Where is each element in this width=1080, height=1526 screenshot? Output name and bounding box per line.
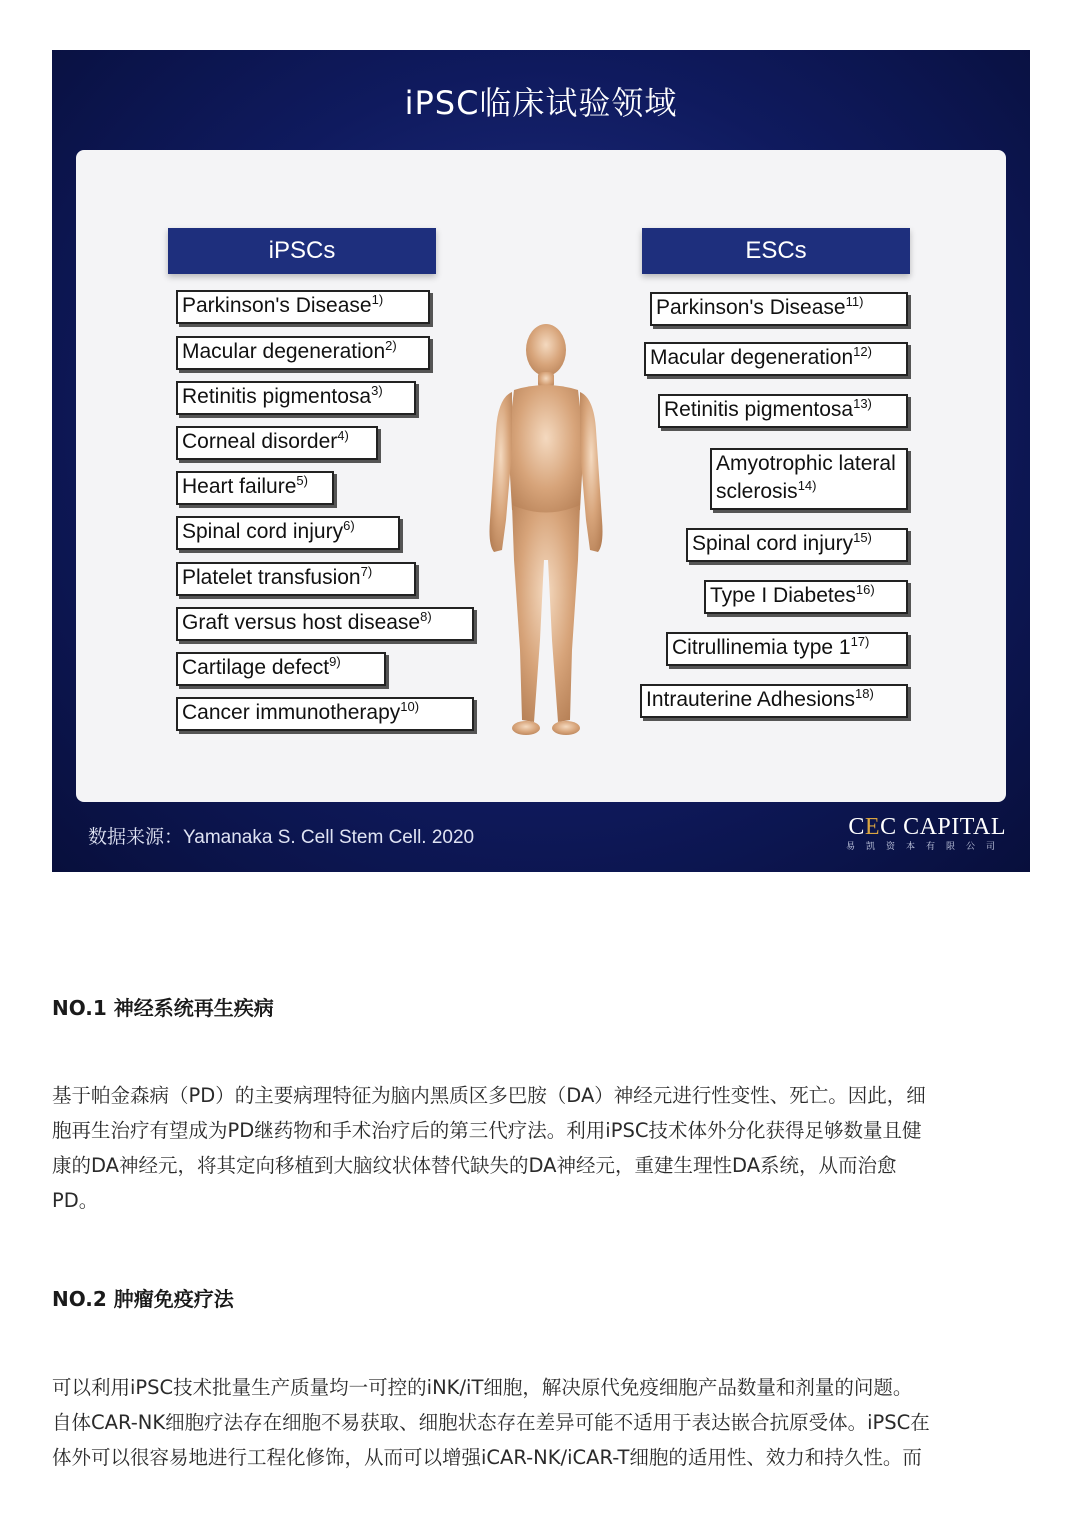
logo-subtitle: 易凯资本有限公司: [845, 842, 1006, 852]
esc-item: Citrullinemia type 1$^{17)}$: [666, 632, 908, 666]
ipsc-item: Macular degeneration$^{2)}$: [176, 336, 430, 370]
section2-title: NO.2 肿瘤免疫疗法: [52, 1287, 234, 1311]
ipsc-item: Cartilage defect$^{9)}$: [176, 652, 386, 686]
esc-item: Intrauterine Adhesions$^{18)}$: [640, 684, 908, 718]
ipsc-item: Heart failure$^{5)}$: [176, 471, 334, 505]
data-source: 数据来源：Yamanaka S. Cell Stem Cell. 2020: [88, 827, 475, 848]
cec-capital-logo: [846, 814, 1006, 852]
logo-wordmark: CEC CAPITAL: [848, 814, 1006, 840]
esc-item: Spinal cord injury$^{15)}$: [686, 528, 908, 562]
section2-paragraph: 可以利用iPSC技术批量生产质量均一可控的iNK/iT细胞，解决原代免疫细胞产品数量和剂量的问题。 自体CAR-NK细胞疗法存在细胞不易获取、细胞状态存在差异可能不适用于表达嵌合抗原受体。iPSC在 体外可以很容易地进行工程化修饰，从而可以增强iCAR-NK/iCAR-T细胞的适用性、效力和持久性。而: [52, 1376, 930, 1469]
human-figure-illustration: [476, 320, 616, 750]
esc-item: Type I Diabetes$^{16)}$: [704, 580, 908, 614]
slide-panel: [76, 150, 1006, 802]
esc-item: Parkinson's Disease$^{11)}$: [650, 292, 908, 326]
ipscs-header: iPSCs: [168, 228, 436, 274]
ipsc-item: Parkinson's Disease$^{1)}$: [176, 290, 430, 324]
slide-title: iPSC临床试验领域: [404, 84, 678, 122]
section1-paragraph: 基于帕金森病（PD）的主要病理特征为脑内黑质区多巴胺（DA）神经元进行性变性、死亡。因此，细 胞再生治疗有望成为PD继药物和手术治疗后的第三代疗法。利用iPSC技术体外分化获得足够数量且健 康的DA神经元，将其定向移植到大脑纹状体替代缺失的DA神经元，重建生理性DA系统，从而治愈 PD。: [52, 1084, 926, 1212]
ipsc-item: Graft versus host disease$^{8)}$: [176, 607, 474, 641]
slide-image: [52, 50, 1030, 872]
ipsc-item: Cancer immunotherapy$^{10)}$: [176, 697, 474, 731]
ipsc-item: Retinitis pigmentosa$^{3)}$: [176, 381, 416, 415]
esc-item: Macular degeneration$^{12)}$: [644, 342, 908, 376]
section1-title: NO.1 神经系统再生疾病: [52, 996, 274, 1020]
ipsc-item: Platelet transfusion$^{7)}$: [176, 562, 416, 596]
esc-item: Retinitis pigmentosa$^{13)}$: [658, 394, 908, 428]
ipsc-item: Corneal disorder$^{4)}$: [176, 426, 378, 460]
esc-item: Amyotrophic lateral sclerosis$^{14)}$: [710, 448, 908, 510]
ipsc-item: Spinal cord injury$^{6)}$: [176, 516, 400, 550]
escs-header: ESCs: [642, 228, 910, 274]
